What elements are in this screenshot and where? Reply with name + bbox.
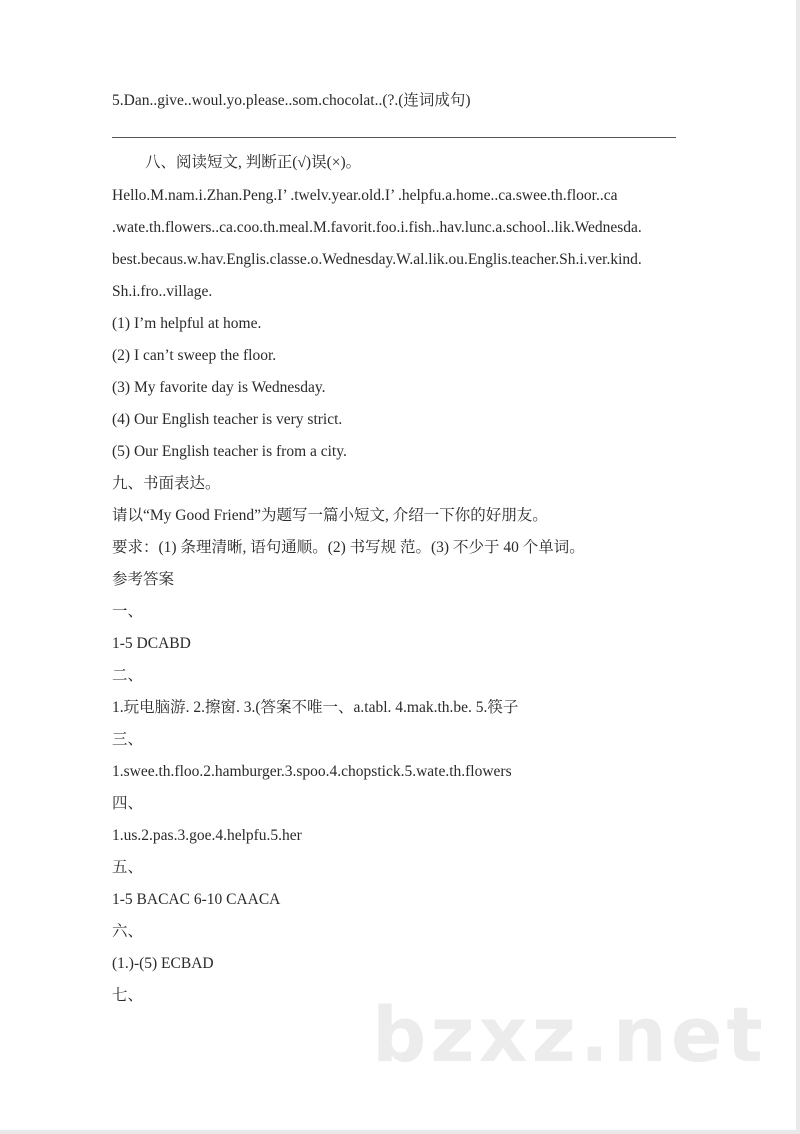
answer-label: 三、 (112, 731, 144, 748)
statement-4: (4) Our English teacher is very strict. (112, 411, 343, 428)
answer-text: 1-5 BACAC 6-10 CAACA (112, 891, 281, 908)
passage-line: Sh.i.fro..village. (112, 283, 213, 300)
writing-requirements: 要求：(1) 条理清晰, 语句通顺。(2) 书写规 范。(3) 不少于 40 个单词。 (112, 539, 585, 556)
passage-line: Hello.M.nam.i.Zhan.Peng.I’ .twelv.year.old.I’ .helpfu.a.home..ca.swee.th.floor..ca (112, 187, 618, 204)
passage-line: best.becaus.w.hav.Englis.classe.o.Wednesday.W.al.lik.ou.Englis.teacher.Sh.i.ver.kind. (112, 251, 642, 268)
statement-2: (2) I can’t sweep the floor. (112, 347, 277, 364)
answer-text: 1.swee.th.floo.2.hamburger.3.spoo.4.chopstick.5.wate.th.flowers (112, 763, 512, 780)
answer-label: 七、 (112, 987, 144, 1004)
statement-3: (3) My favorite day is Wednesday. (112, 379, 326, 396)
writing-prompt: 请以“My Good Friend”为题写一篇小短文, 介绍一下你的好朋友。 (112, 507, 548, 524)
answer-blank-line (112, 137, 676, 138)
passage-line: .wate.th.flowers..ca.coo.th.meal.M.favorit.foo.i.fish..hav.lunc.a.school..lik.Wednesda. (112, 219, 642, 236)
answer-label: 六、 (112, 923, 144, 940)
answer-label: 四、 (112, 795, 144, 812)
watermark: bzxz.net (372, 990, 767, 1079)
statement-1: (1) I’m helpful at home. (112, 315, 262, 332)
answer-label: 二、 (112, 667, 144, 684)
answer-text: 1-5 DCABD (112, 635, 191, 652)
answer-text: 1.玩电脑游. 2.擦窗. 3.(答案不唯一、a.tabl. 4.mak.th.be. 5.筷子 (112, 699, 519, 716)
answer-label: 五、 (112, 859, 144, 876)
question-7-item-5: 5.Dan..give..woul.yo.please..som.chocolat..(?.(连词成句) (112, 92, 471, 109)
answer-text: (1.)-(5) ECBAD (112, 955, 214, 972)
section-9-heading: 九、书面表达。 (112, 475, 221, 492)
answer-label: 一、 (112, 603, 144, 620)
answer-text: 1.us.2.pas.3.goe.4.helpfu.5.her (112, 827, 302, 844)
answer-key-title: 参考答案 (112, 571, 175, 588)
section-8-heading: 八、阅读短文, 判断正(√)误(×)。 (145, 154, 362, 171)
statement-5: (5) Our English teacher is from a city. (112, 443, 347, 460)
